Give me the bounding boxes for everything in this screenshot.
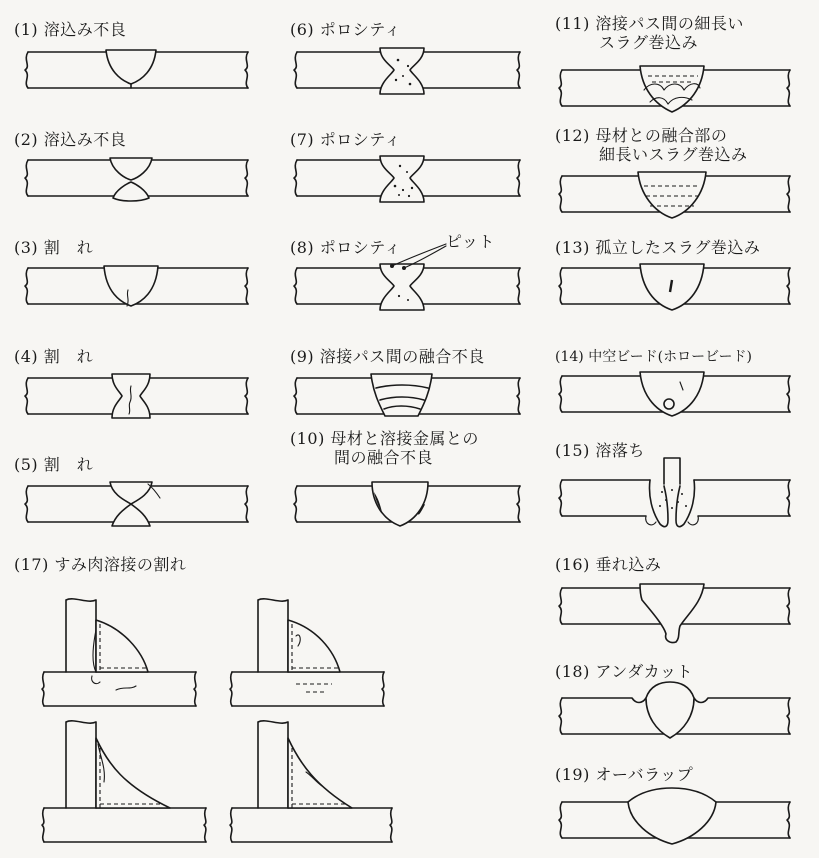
label-d8-pit: ピット (446, 232, 495, 251)
label-d14: (14) 中空ビード(ホロービード) (555, 349, 752, 365)
diagram-incomplete-penetration-1 (25, 50, 248, 88)
diagram-incomplete-penetration-2 (25, 158, 248, 201)
diagram-elongated-slag-at-fusion-line (559, 172, 790, 218)
diagram-hollow-bead (559, 372, 790, 416)
label-d3: (3) 割 れ (14, 238, 94, 257)
label-d7: (7) ポロシティ (290, 130, 401, 149)
label-d9: (9) 溶接パス間の融合不良 (290, 347, 485, 366)
label-d11-line2: スラグ巻込み (599, 33, 699, 52)
diagram-porosity-7 (294, 156, 520, 202)
label-d17: (17) すみ肉溶接の割れ (14, 555, 187, 574)
diagram-crack-4 (25, 374, 248, 418)
diagram-lack-of-fusion-base-metal (294, 482, 520, 526)
label-d12-line2: 細長いスラグ巻込み (599, 145, 748, 164)
label-d10-line2: 間の融合不良 (334, 448, 434, 467)
label-d10-line1: (10) 母材と溶接金属との (290, 429, 479, 448)
diagram-fillet-crack-3 (42, 721, 206, 842)
diagram-fillet-crack-4 (230, 721, 392, 842)
diagram-porosity-6 (294, 48, 520, 94)
label-d12-line1: (12) 母材との融合部の (555, 126, 728, 145)
diagram-undercut (559, 682, 790, 738)
label-d4: (4) 割 れ (14, 347, 94, 366)
label-d8: (8) ポロシティ (290, 238, 401, 257)
label-d16: (16) 垂れ込み (555, 555, 662, 574)
diagram-burn-through (559, 458, 790, 527)
label-d19: (19) オーバラップ (555, 765, 694, 784)
label-d6: (6) ポロシティ (290, 20, 401, 39)
label-d18: (18) アンダカット (555, 662, 693, 681)
diagram-crack-5 (25, 482, 248, 526)
label-d11-line1: (11) 溶接パス間の細長い (555, 14, 744, 33)
label-d15: (15) 溶落ち (555, 441, 645, 460)
diagram-fillet-crack-2 (230, 599, 384, 706)
diagram-isolated-slag (559, 264, 790, 310)
label-d5: (5) 割 れ (14, 455, 94, 474)
diagram-porosity-8 (294, 244, 520, 310)
label-d13: (13) 孤立したスラグ巻込み (555, 238, 761, 257)
diagram-overlap (559, 788, 790, 844)
diagram-fillet-crack-1 (42, 599, 196, 706)
diagram-elongated-slag-between-passes (559, 66, 790, 112)
diagram-crack-3 (25, 266, 248, 306)
label-d1: (1) 溶込み不良 (14, 20, 127, 39)
diagram-lack-of-fusion-between-passes (294, 374, 520, 416)
diagram-excessive-penetration (559, 584, 790, 643)
label-d2: (2) 溶込み不良 (14, 130, 127, 149)
